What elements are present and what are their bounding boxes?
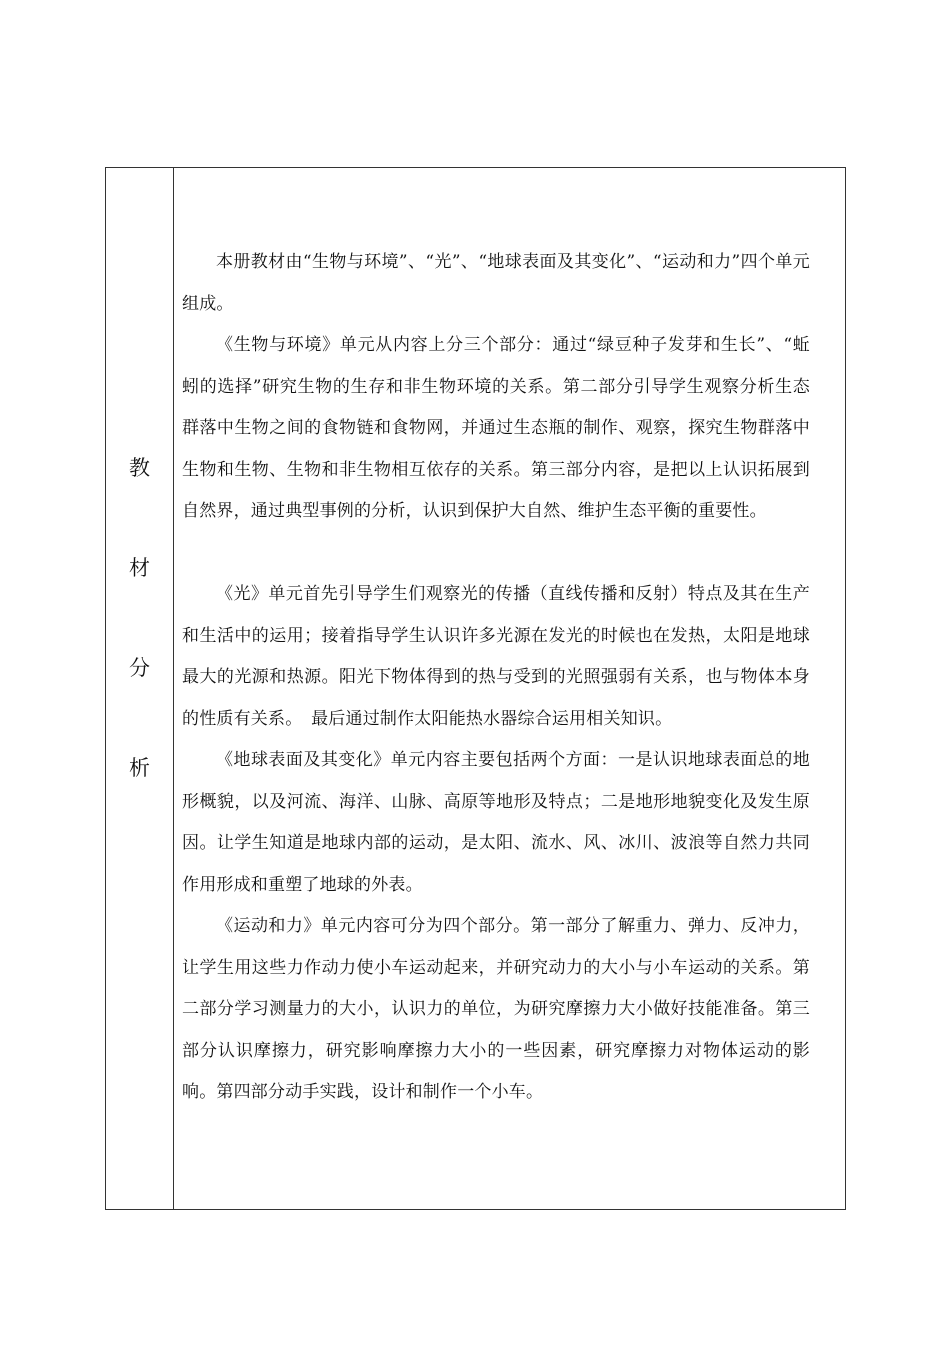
- analysis-content-cell: [174, 168, 845, 1209]
- section-label-char: 材: [129, 556, 150, 580]
- section-label-char: 析: [129, 756, 150, 780]
- paragraph-earth-surface: 《地球表面及其变化》单元内容主要包括两个方面：一是认识地球表面总的地形概貌，以及河流、海洋、山脉、高原等地形及特点；二是地形地貌变化及发生原因。让学生知道是地球内部的运动，是太阳、流水、风、冰川、波浪等自然力共同作用形成和重塑了地球的外表。: [182, 750, 810, 895]
- section-label-cell: [106, 168, 174, 1209]
- analysis-table: [105, 167, 846, 1210]
- paragraph-living-things-environment: 《生物与环境》单元从内容上分三个部分：通过“绿豆种子发芽和生长”、“蚯蚓的选择”研究生物的生存和非生物环境的关系。第二部分引导学生观察分析生态群落中生物之间的食物链和食物网，并通过生态瓶的制作、观察，探究生物群落中生物和生物、生物和非生物相互依存的关系。第三部分内容，是把以上认识拓展到自然界，通过典型事例的分析，认识到保护大自然、维护生态平衡的重要性。: [182, 335, 810, 521]
- section-label-char: 教: [129, 456, 150, 480]
- paragraph-overview: 本册教材由“生物与环境”、“光”、“地球表面及其变化”、“运动和力”四个单元组成。: [182, 252, 810, 314]
- paragraph-motion-force: 《运动和力》单元内容可分为四个部分。第一部分了解重力、弹力、反冲力，让学生用这些力作动力使小车运动起来，并研究动力的大小与小车运动的关系。第二部分学习测量力的大小，认识力的单位，为研究摩擦力大小做好技能准备。第三部分认识摩擦力，研究影响摩擦力大小的一些因素，研究摩擦力对物体运动的影响。第四部分动手实践，设计和制作一个小车。: [182, 916, 810, 1102]
- section-label-char: 分: [129, 656, 150, 680]
- paragraph-light: 《光》单元首先引导学生们观察光的传播（直线传播和反射）特点及其在生产和生活中的运用；接着指导学生认识许多光源在发光的时候也在发热，太阳是地球最大的光源和热源。阳光下物体得到的热与受到的光照强弱有关系，也与物体本身的性质有关系。 最后通过制作太阳能热水器综合运用相关知识。: [182, 584, 810, 729]
